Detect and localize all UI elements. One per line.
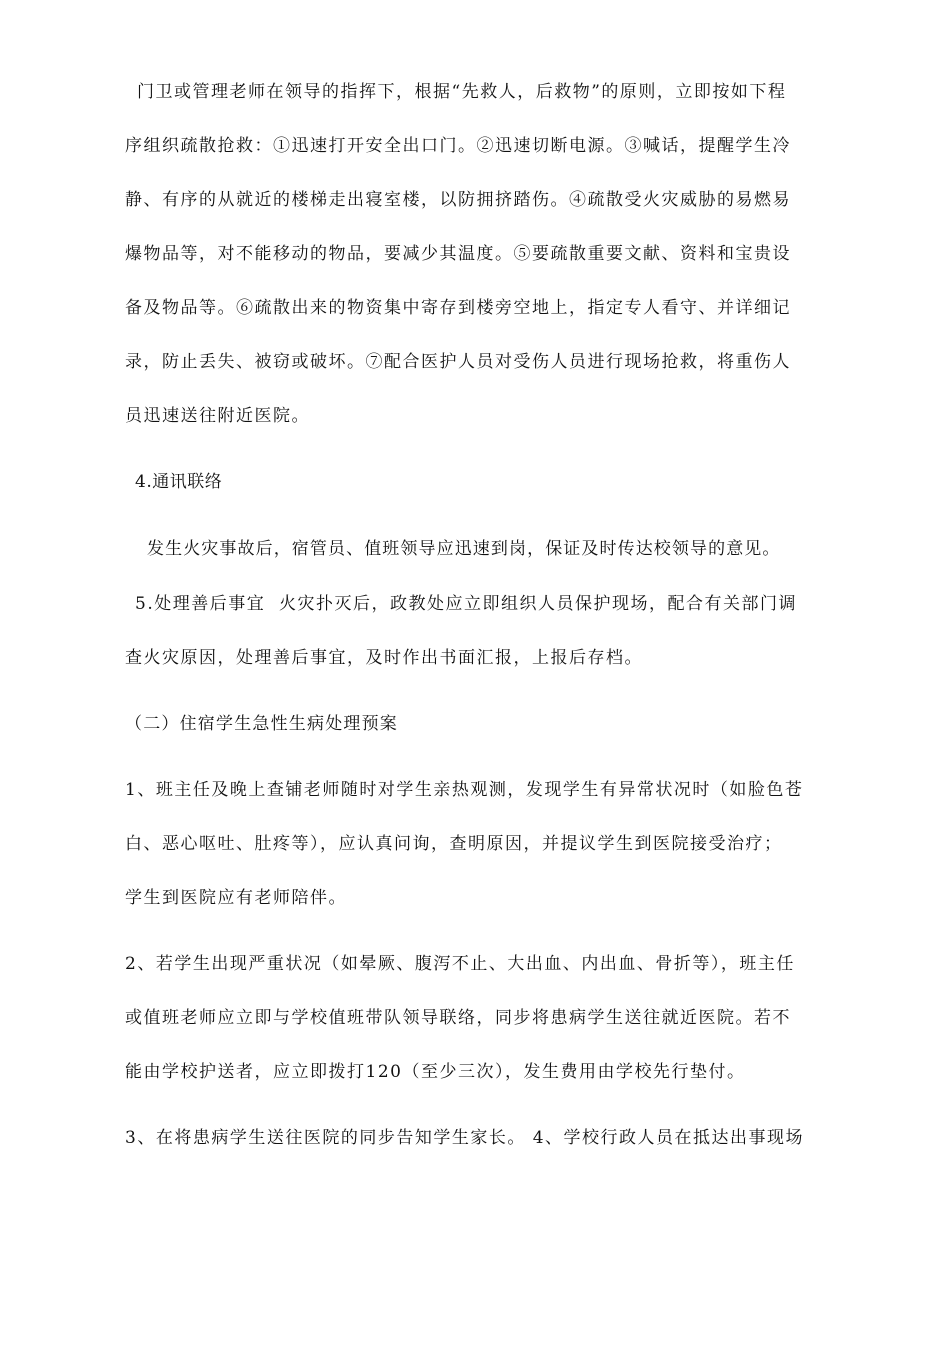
paragraph-line: 发生火灾事故后，宿管员、值班领导应迅速到岗，保证及时传达校领导的意见。 (147, 539, 781, 559)
paragraph-line: 3、在将患病学生送往医院的同步告知学生家长。 4、学校行政人员在抵达出事现场 (125, 1128, 805, 1148)
paragraph-line: 5.处理善后事宜 火灾扑灭后，政教处应立即组织人员保护现场，配合有关部门调 (135, 594, 798, 614)
paragraph-line: 学生到医院应有老师陪伴。 (125, 888, 347, 908)
paragraph-line: 查火灾原因，处理善后事宜，及时作出书面汇报，上报后存档。 (125, 648, 643, 668)
paragraph-line: 2、若学生出现严重状况（如晕厥、腹泻不止、大出血、内出血、骨折等），班主任 (125, 954, 795, 974)
section-heading: 4.通讯联络 (135, 472, 223, 492)
paragraph-line: 录，防止丢失、被窃或破坏。⑦配合医护人员对受伤人员进行现场抢救，将重伤人 (125, 352, 791, 372)
paragraph-line: 白、恶心呕吐、肚疼等），应认真问询，查明原因，并提议学生到医院接受治疗； (125, 834, 783, 854)
paragraph-line: 备及物品等。⑥疏散出来的物资集中寄存到楼旁空地上，指定专人看守、并详细记 (125, 298, 791, 318)
paragraph-line: 能由学校护送者，应立即拨打120（至少三次），发生费用由学校先行垫付。 (125, 1062, 746, 1082)
paragraph-line: 1、班主任及晚上查铺老师随时对学生亲热观测，发现学生有异常状况时（如脸色苍 (125, 780, 804, 800)
paragraph-line: 或值班老师应立即与学校值班带队领导联络，同步将患病学生送往就近医院。若不 (125, 1008, 791, 1028)
section-heading: （二）住宿学生急性生病处理预案 (125, 714, 398, 734)
paragraph-line: 门卫或管理老师在领导的指挥下，根据“先救人，后救物”的原则，立即按如下程 (137, 82, 787, 102)
paragraph-line: 序组织疏散抢救：①迅速打开安全出口门。②迅速切断电源。③喊话，提醒学生冷 (125, 136, 791, 156)
paragraph-line: 员迅速送往附近医院。 (125, 406, 310, 426)
paragraph-line: 静、有序的从就近的楼梯走出寝室楼，以防拥挤踏伤。④疏散受火灾威胁的易燃易 (125, 190, 791, 210)
paragraph-line: 爆物品等，对不能移动的物品，要减少其温度。⑤要疏散重要文献、资料和宝贵设 (125, 244, 791, 264)
